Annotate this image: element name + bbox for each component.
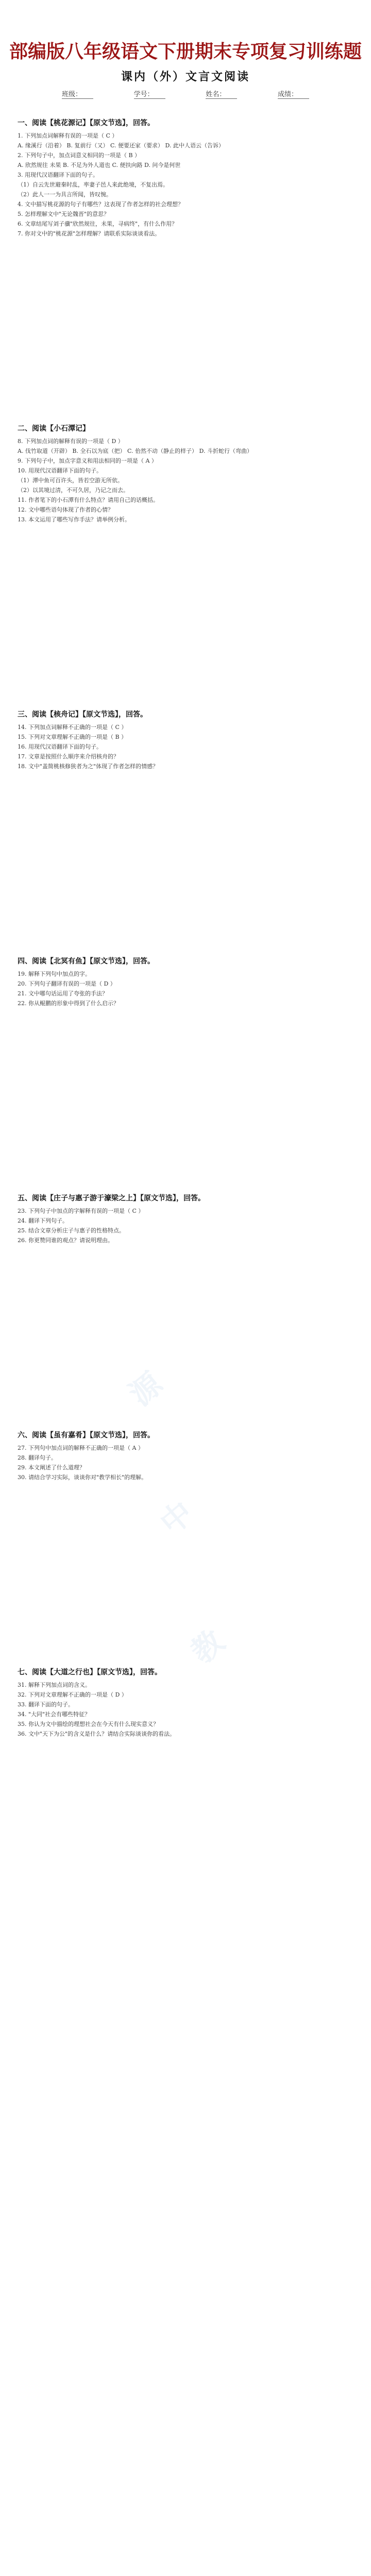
answer-blank	[18, 1145, 353, 1155]
answer-blank	[18, 1353, 353, 1363]
answer-blank	[18, 317, 353, 327]
answer-blank	[18, 1255, 353, 1265]
question-line: 22. 你从鲲鹏的形象中得到了什么启示？	[18, 1000, 119, 1007]
answer-blank	[18, 908, 353, 918]
answer-blank	[18, 1372, 353, 1382]
question-line: 25. 结合文章分析庄子与惠子的性格特点。	[18, 1227, 125, 1234]
answer-blank	[18, 1343, 353, 1353]
answer-blank	[18, 1807, 353, 1817]
answer-blank	[18, 1136, 353, 1145]
answer-blank	[18, 1778, 353, 1788]
answer-blank	[18, 810, 353, 820]
answer-blank	[18, 534, 353, 544]
question-line: （2）此人一一为具言所闻，皆叹惋。	[18, 191, 112, 198]
answer-blank	[18, 544, 353, 554]
answer-blank	[18, 524, 353, 534]
question-line: 19. 解释下列句中加点的字。	[18, 971, 91, 977]
question-line: 24. 翻译下列句子。	[18, 1217, 68, 1224]
class-field[interactable]: 班级：	[62, 89, 93, 99]
answer-blank	[18, 928, 353, 938]
answer-blank	[18, 691, 353, 701]
answer-blank	[18, 1619, 353, 1629]
answer-blank	[18, 366, 353, 376]
answer-blank	[18, 395, 353, 405]
answer-blank	[18, 1905, 353, 1915]
answer-blank	[18, 405, 353, 415]
answer-blank	[18, 820, 353, 830]
question-line: （1）自云先世避秦时乱，率妻子邑人来此绝境，不复出焉。	[18, 181, 168, 188]
answer-blank	[18, 1541, 353, 1551]
answer-blank	[18, 1837, 353, 1846]
answer-blank	[18, 297, 353, 307]
question-line: 34. "大同"社会有哪些特征？	[18, 1711, 91, 1718]
answer-blank	[18, 1600, 353, 1609]
answer-blank	[18, 1590, 353, 1600]
question-line: 6. 文章结尾写刘子骥"欣然规往，未果，寻病终"，有什么作用？	[18, 221, 178, 227]
answer-blank	[18, 268, 353, 278]
answer-blank	[18, 287, 353, 297]
answer-blank	[18, 642, 353, 652]
answer-blank	[18, 1294, 353, 1304]
watermark: 源 中 教	[122, 1365, 231, 1671]
answer-blank	[18, 1284, 353, 1294]
section-header: 五、阅读【庄子与惠子游于濠梁之上】【原文节选】，回答。	[18, 1194, 205, 1202]
question-line: 1. 下列加点词解释有误的一项是（ C ）	[18, 132, 118, 139]
question-line: 4. 文中描写桃花源的句子有哪些？这表现了作者怎样的社会理想？	[18, 201, 183, 208]
question-line: 20. 下列句子翻译有误的一项是（ D ）	[18, 980, 116, 987]
answer-blank	[18, 652, 353, 662]
answer-blank	[18, 1531, 353, 1541]
answer-blank	[18, 1866, 353, 1876]
name-field[interactable]: 姓名：	[206, 89, 237, 99]
answer-blank	[18, 583, 353, 593]
answer-blank	[18, 248, 353, 258]
answer-blank	[18, 376, 353, 385]
question-line: 14. 下列加点词解释不正确的一项是（ C ）	[18, 724, 127, 731]
answer-blank	[18, 1512, 353, 1521]
answer-blank	[18, 1363, 353, 1372]
question-line: A. 伐竹取道（开辟） B. 全石以为底（把） C. 佁然不动（静止的样子） D. 斗折蛇行（弯曲）	[18, 448, 252, 454]
answer-blank	[18, 632, 353, 642]
answer-blank	[18, 1639, 353, 1649]
question-line: 30. 请结合学习实际，谈谈你对"教学相长"的理解。	[18, 1474, 147, 1481]
answer-blank	[18, 1106, 353, 1116]
answer-blank	[18, 1561, 353, 1570]
number-field[interactable]: 学号：	[134, 89, 165, 99]
answer-blank	[18, 1502, 353, 1512]
answer-blank	[18, 327, 353, 336]
answer-blank	[18, 1827, 353, 1837]
answer-blank	[18, 1008, 353, 1018]
question-line: 9. 下列句子中，加点字意义和用法相同的一项是（ A ）	[18, 457, 157, 464]
answer-blank	[18, 1077, 353, 1087]
answer-blank	[18, 1886, 353, 1895]
question-line: 33. 翻译下面的句子。	[18, 1701, 74, 1708]
question-line: 15. 下列对文章理解不正确的一项是（ B ）	[18, 734, 127, 740]
answer-blank	[18, 1067, 353, 1077]
question-line: 7. 你对文中的"桃花源"怎样理解？请联系实际谈谈看法。	[18, 230, 161, 237]
answer-blank	[18, 889, 353, 899]
question-line: 11. 作者笔下的小石潭有什么特点？请用自己的话概括。	[18, 497, 159, 503]
question-line: 13. 本文运用了哪些写作手法？请举例分析。	[18, 516, 130, 523]
answer-blank	[18, 1739, 353, 1749]
answer-blank	[18, 671, 353, 681]
question-line: 5. 怎样理解文中"无论魏晋"的意思？	[18, 211, 110, 217]
section-header: 一、阅读【桃花源记】【原文节选】，回答。	[18, 119, 155, 127]
question-line: 21. 文中哪句话运用了夸张的手法？	[18, 990, 108, 997]
answer-blank	[18, 336, 353, 346]
answer-blank	[18, 1333, 353, 1343]
answer-blank	[18, 1876, 353, 1886]
answer-blank	[18, 1038, 353, 1047]
answer-blank	[18, 869, 353, 879]
answer-blank	[18, 1314, 353, 1324]
answer-blank	[18, 258, 353, 268]
answer-blank	[18, 356, 353, 366]
student-info	[62, 89, 309, 99]
answer-blank	[18, 1846, 353, 1856]
question-line: 27. 下列句中加点词的解释不正确的一项是（ A ）	[18, 1445, 144, 1451]
answer-blank	[18, 1649, 353, 1658]
question-line: 29. 本文阐述了什么道理？	[18, 1464, 85, 1471]
answer-blank	[18, 1382, 353, 1392]
answer-blank	[18, 307, 353, 317]
answer-blank	[18, 1817, 353, 1827]
question-line: 18. 文中"盖简桃核修狭者为之"体现了作者怎样的情感？	[18, 763, 159, 770]
answer-blank	[18, 554, 353, 564]
answer-blank	[18, 1788, 353, 1798]
answer-blank	[18, 771, 353, 781]
answer-blank	[18, 899, 353, 908]
score-field[interactable]: 成绩：	[278, 89, 309, 99]
answer-blank	[18, 1116, 353, 1126]
answer-blank	[18, 346, 353, 356]
answer-blank	[18, 1028, 353, 1038]
question-line: A. 缘溪行（沿着） B. 复前行（又） C. 便要还家（要求） D. 此中人语云（告诉）	[18, 142, 224, 149]
answer-blank	[18, 1482, 353, 1492]
answer-blank	[18, 1402, 353, 1412]
answer-blank	[18, 1087, 353, 1096]
answer-blank	[18, 840, 353, 850]
answer-blank	[18, 1758, 353, 1768]
section-header: 二、阅读【小石潭记】	[18, 425, 90, 433]
answer-blank	[18, 1768, 353, 1778]
page-subtitle: 课内（外）文言文阅读	[121, 70, 250, 83]
answer-blank	[18, 239, 353, 248]
question-line: A. 欣然规往 未果 B. 不足为外人道也 C. 便扶向路 D. 问今是何世	[18, 162, 181, 168]
answer-blank	[18, 1175, 353, 1184]
answer-blank	[18, 1096, 353, 1106]
answer-blank	[18, 1412, 353, 1421]
answer-blank	[18, 1749, 353, 1758]
answer-blank	[18, 830, 353, 840]
answer-blank	[18, 622, 353, 632]
question-line: 12. 文中哪些语句体现了作者的心情？	[18, 506, 113, 513]
answer-blank	[18, 1304, 353, 1314]
answer-blank	[18, 613, 353, 622]
question-line: 16. 用现代汉语翻译下面的句子。	[18, 743, 102, 750]
answer-blank	[18, 859, 353, 869]
answer-blank	[18, 1580, 353, 1590]
answer-blank	[18, 1245, 353, 1255]
answer-blank	[18, 1324, 353, 1333]
answer-blank	[18, 593, 353, 603]
question-line: 17. 文章是按照什么顺序来介绍核舟的？	[18, 753, 119, 760]
answer-blank	[18, 1856, 353, 1866]
answer-blank	[18, 1057, 353, 1067]
answer-blank	[18, 801, 353, 810]
answer-blank	[18, 1126, 353, 1136]
section-header: 四、阅读【北冥有鱼】【原文节选】，回答。	[18, 957, 155, 965]
answer-blank	[18, 850, 353, 859]
section-header: 六、阅读【虽有嘉肴】【原文节选】，回答。	[18, 1431, 155, 1439]
answer-blank	[18, 791, 353, 801]
answer-blank	[18, 1895, 353, 1905]
answer-blank	[18, 662, 353, 671]
question-line: 28. 翻译句子。	[18, 1454, 57, 1461]
question-line: 36. 文中"天下为公"的含义是什么？请结合实际谈谈你的看法。	[18, 1731, 176, 1737]
answer-blank	[18, 1492, 353, 1502]
answer-blank	[18, 1165, 353, 1175]
answer-blank	[18, 781, 353, 791]
question-line: 23. 下列句子中加点的字解释有误的一项是（ C ）	[18, 1208, 144, 1214]
question-line: 8. 下列加点词的解释有误的一项是（ D ）	[18, 438, 124, 445]
question-line: 32. 下列对文章理解不正确的一项是（ D ）	[18, 1691, 127, 1698]
answer-blank	[18, 681, 353, 691]
question-line: （1）潭中鱼可百许头，皆若空游无所依。	[18, 477, 123, 484]
answer-blank	[18, 1392, 353, 1402]
answer-blank	[18, 1275, 353, 1284]
question-line: 10. 用现代汉语翻译下面的句子。	[18, 467, 102, 474]
question-line: 2. 下列句子中，加点词意义相同的一项是（ B ）	[18, 152, 141, 159]
question-line: （2）以其境过清，不可久居，乃记之而去。	[18, 487, 129, 494]
answer-blank	[18, 1265, 353, 1275]
answer-blank	[18, 573, 353, 583]
answer-blank	[18, 1155, 353, 1165]
question-line: 35. 你认为文中描绘的理想社会在今天有什么现实意义？	[18, 1721, 159, 1727]
answer-blank	[18, 1551, 353, 1561]
question-line: 26. 你更赞同谁的观点？请说明理由。	[18, 1237, 113, 1244]
answer-blank	[18, 603, 353, 613]
section-header: 七、阅读【大道之行也】【原文节选】，回答。	[18, 1668, 162, 1676]
question-line: 3. 用现代汉语翻译下面的句子。	[18, 172, 98, 178]
answer-blank	[18, 1570, 353, 1580]
question-line: 31. 解释下列加点词的含义。	[18, 1682, 91, 1688]
answer-blank	[18, 1047, 353, 1057]
answer-blank	[18, 1629, 353, 1639]
answer-blank	[18, 1798, 353, 1807]
answer-blank	[18, 918, 353, 928]
answer-blank	[18, 879, 353, 889]
answer-blank	[18, 1521, 353, 1531]
answer-blank	[18, 385, 353, 395]
answer-blank	[18, 938, 353, 947]
answer-blank	[18, 278, 353, 287]
exercise-content	[18, 109, 353, 1915]
page-title: 部编版八年级语文下册期末专项复习训练题	[9, 41, 362, 62]
answer-blank	[18, 564, 353, 573]
answer-blank	[18, 1018, 353, 1028]
answer-blank	[18, 1609, 353, 1619]
section-header: 三、阅读【核舟记】【原文节选】，回答。	[18, 710, 147, 719]
